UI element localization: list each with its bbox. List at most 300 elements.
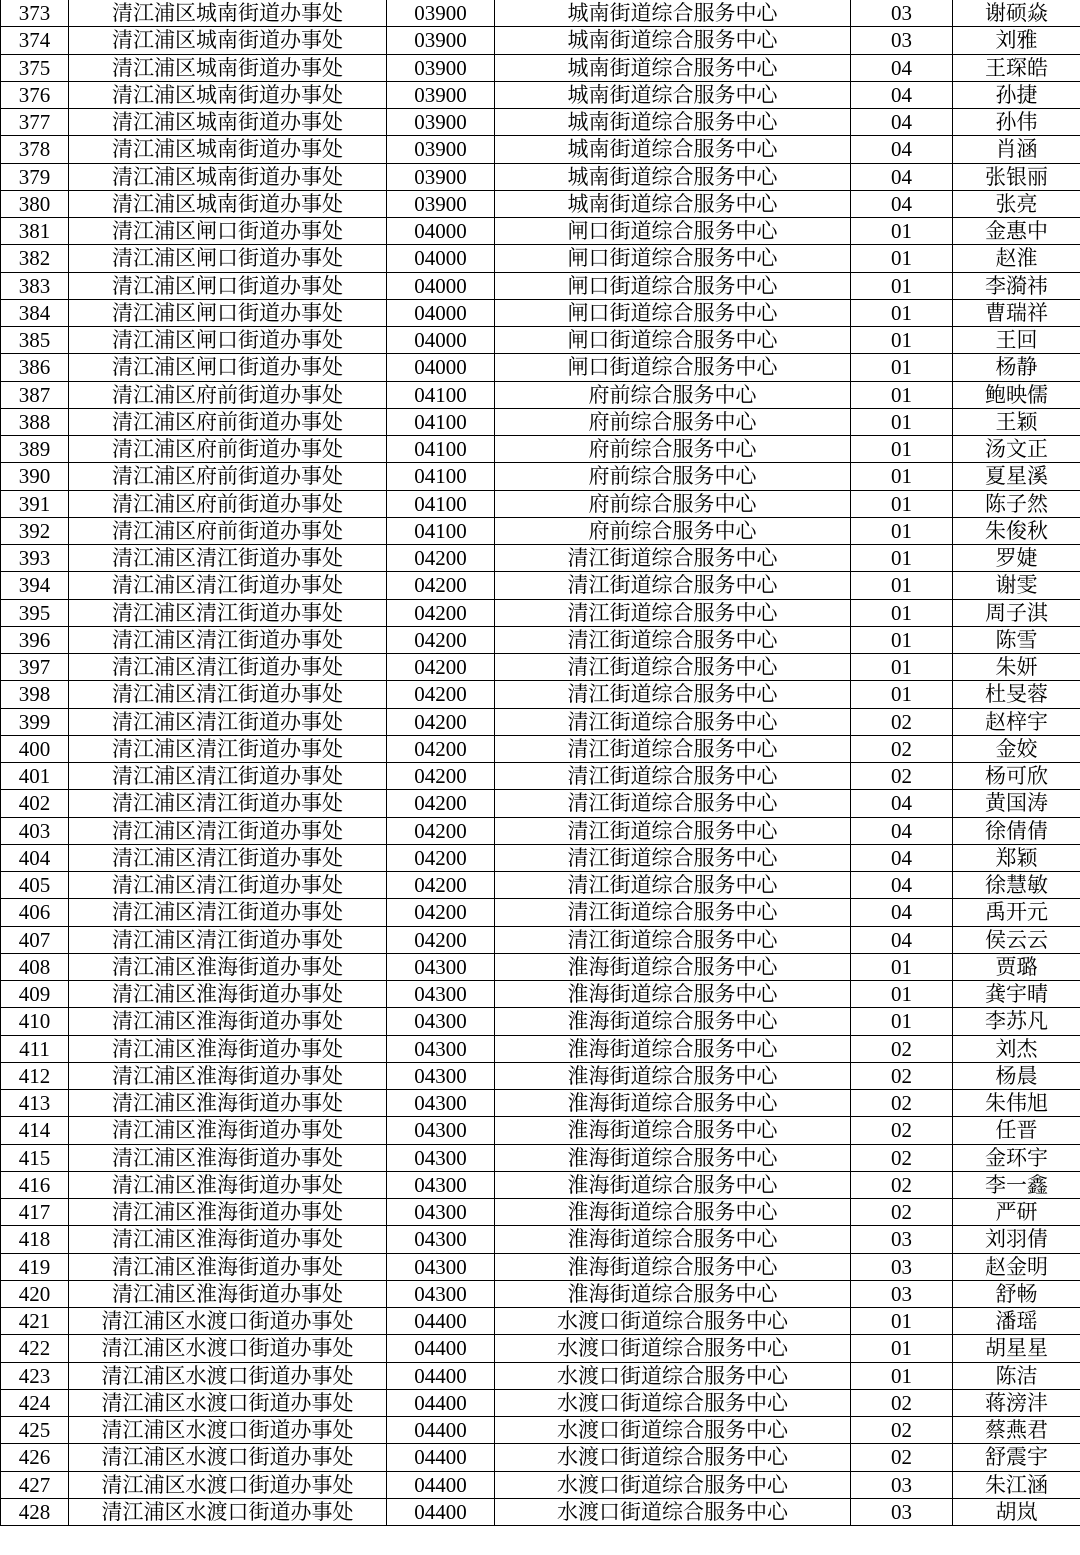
seq-number-cell: 390 xyxy=(1,463,69,490)
seq-number-cell: 423 xyxy=(1,1362,69,1389)
table-row xyxy=(1,490,1080,517)
seq-number-cell: 395 xyxy=(1,599,69,626)
post-code-cell: 01 xyxy=(851,272,953,299)
seq-number-cell: 380 xyxy=(1,190,69,217)
unit-name-cell: 清江浦区水渡口街道办事处 xyxy=(69,1498,387,1525)
person-name-cell: 杨静 xyxy=(953,354,1080,381)
post-code-cell: 02 xyxy=(851,1090,953,1117)
unit-code-cell: 04300 xyxy=(387,1253,495,1280)
unit-name-cell: 清江浦区淮海街道办事处 xyxy=(69,1117,387,1144)
post-code-cell: 02 xyxy=(851,1062,953,1089)
seq-number-cell: 387 xyxy=(1,381,69,408)
seq-number-cell: 425 xyxy=(1,1417,69,1444)
post-code-cell: 01 xyxy=(851,953,953,980)
person-name-cell: 赵淮 xyxy=(953,245,1080,272)
post-code-cell: 02 xyxy=(851,1171,953,1198)
department-cell: 府前综合服务中心 xyxy=(495,517,851,544)
unit-name-cell: 清江浦区城南街道办事处 xyxy=(69,54,387,81)
post-code-cell: 01 xyxy=(851,408,953,435)
post-code-cell: 02 xyxy=(851,735,953,762)
unit-name-cell: 清江浦区闸口街道办事处 xyxy=(69,354,387,381)
seq-number-cell: 391 xyxy=(1,490,69,517)
seq-number-cell: 373 xyxy=(1,0,69,27)
unit-code-cell: 04300 xyxy=(387,1280,495,1307)
post-code-cell: 01 xyxy=(851,626,953,653)
person-name-cell: 徐倩倩 xyxy=(953,817,1080,844)
post-code-cell: 02 xyxy=(851,708,953,735)
department-cell: 清江街道综合服务中心 xyxy=(495,872,851,899)
table-row xyxy=(1,408,1080,435)
table-row xyxy=(1,953,1080,980)
department-cell: 淮海街道综合服务中心 xyxy=(495,981,851,1008)
unit-code-cell: 04100 xyxy=(387,463,495,490)
post-code-cell: 01 xyxy=(851,299,953,326)
department-cell: 闸口街道综合服务中心 xyxy=(495,299,851,326)
seq-number-cell: 411 xyxy=(1,1035,69,1062)
person-name-cell: 刘雅 xyxy=(953,27,1080,54)
department-cell: 闸口街道综合服务中心 xyxy=(495,218,851,245)
table-row xyxy=(1,436,1080,463)
person-name-cell: 朱江涵 xyxy=(953,1471,1080,1498)
unit-code-cell: 04200 xyxy=(387,572,495,599)
post-code-cell: 01 xyxy=(851,1335,953,1362)
unit-name-cell: 清江浦区府前街道办事处 xyxy=(69,436,387,463)
person-name-cell: 朱妍 xyxy=(953,654,1080,681)
unit-code-cell: 04200 xyxy=(387,899,495,926)
department-cell: 淮海街道综合服务中心 xyxy=(495,1117,851,1144)
person-name-cell: 黄国涛 xyxy=(953,790,1080,817)
post-code-cell: 03 xyxy=(851,1226,953,1253)
person-name-cell: 杨晨 xyxy=(953,1062,1080,1089)
department-cell: 淮海街道综合服务中心 xyxy=(495,1253,851,1280)
person-name-cell: 胡岚 xyxy=(953,1498,1080,1525)
post-code-cell: 01 xyxy=(851,517,953,544)
seq-number-cell: 426 xyxy=(1,1444,69,1471)
seq-number-cell: 409 xyxy=(1,981,69,1008)
person-name-cell: 王颖 xyxy=(953,408,1080,435)
post-code-cell: 01 xyxy=(851,436,953,463)
table-row xyxy=(1,1362,1080,1389)
unit-code-cell: 04300 xyxy=(387,1035,495,1062)
person-name-cell: 刘羽倩 xyxy=(953,1226,1080,1253)
seq-number-cell: 375 xyxy=(1,54,69,81)
table-row xyxy=(1,81,1080,108)
seq-number-cell: 376 xyxy=(1,81,69,108)
person-name-cell: 谢雯 xyxy=(953,572,1080,599)
department-cell: 清江街道综合服务中心 xyxy=(495,926,851,953)
department-cell: 淮海街道综合服务中心 xyxy=(495,1035,851,1062)
seq-number-cell: 392 xyxy=(1,517,69,544)
unit-code-cell: 04300 xyxy=(387,1144,495,1171)
department-cell: 清江街道综合服务中心 xyxy=(495,599,851,626)
person-name-cell: 谢硕焱 xyxy=(953,0,1080,27)
unit-code-cell: 03900 xyxy=(387,136,495,163)
table-row xyxy=(1,163,1080,190)
person-name-cell: 赵梓宇 xyxy=(953,708,1080,735)
department-cell: 水渡口街道综合服务中心 xyxy=(495,1417,851,1444)
unit-name-cell: 清江浦区闸口街道办事处 xyxy=(69,299,387,326)
post-code-cell: 04 xyxy=(851,844,953,871)
table-row xyxy=(1,1199,1080,1226)
unit-code-cell: 04200 xyxy=(387,545,495,572)
post-code-cell: 01 xyxy=(851,245,953,272)
post-code-cell: 04 xyxy=(851,817,953,844)
table-row xyxy=(1,517,1080,544)
department-cell: 城南街道综合服务中心 xyxy=(495,163,851,190)
unit-name-cell: 清江浦区淮海街道办事处 xyxy=(69,1226,387,1253)
person-name-cell: 徐慧敏 xyxy=(953,872,1080,899)
unit-code-cell: 04000 xyxy=(387,299,495,326)
unit-code-cell: 04400 xyxy=(387,1471,495,1498)
unit-name-cell: 清江浦区淮海街道办事处 xyxy=(69,1171,387,1198)
unit-code-cell: 04400 xyxy=(387,1389,495,1416)
unit-name-cell: 清江浦区闸口街道办事处 xyxy=(69,272,387,299)
person-name-cell: 杨可欣 xyxy=(953,763,1080,790)
unit-name-cell: 清江浦区淮海街道办事处 xyxy=(69,1253,387,1280)
unit-code-cell: 04100 xyxy=(387,436,495,463)
unit-code-cell: 04200 xyxy=(387,708,495,735)
seq-number-cell: 377 xyxy=(1,109,69,136)
unit-name-cell: 清江浦区城南街道办事处 xyxy=(69,109,387,136)
seq-number-cell: 400 xyxy=(1,735,69,762)
post-code-cell: 03 xyxy=(851,0,953,27)
department-cell: 清江街道综合服务中心 xyxy=(495,545,851,572)
table-row xyxy=(1,844,1080,871)
unit-name-cell: 清江浦区城南街道办事处 xyxy=(69,27,387,54)
unit-code-cell: 04100 xyxy=(387,408,495,435)
seq-number-cell: 385 xyxy=(1,327,69,354)
department-cell: 城南街道综合服务中心 xyxy=(495,0,851,27)
unit-code-cell: 04400 xyxy=(387,1498,495,1525)
seq-number-cell: 406 xyxy=(1,899,69,926)
table-row xyxy=(1,1144,1080,1171)
person-name-cell: 汤文正 xyxy=(953,436,1080,463)
seq-number-cell: 417 xyxy=(1,1199,69,1226)
unit-name-cell: 清江浦区清江街道办事处 xyxy=(69,626,387,653)
table-row xyxy=(1,872,1080,899)
unit-code-cell: 04200 xyxy=(387,626,495,653)
post-code-cell: 01 xyxy=(851,1008,953,1035)
person-name-cell: 任晋 xyxy=(953,1117,1080,1144)
unit-code-cell: 04100 xyxy=(387,517,495,544)
seq-number-cell: 398 xyxy=(1,681,69,708)
person-name-cell: 王回 xyxy=(953,327,1080,354)
department-cell: 城南街道综合服务中心 xyxy=(495,81,851,108)
seq-number-cell: 399 xyxy=(1,708,69,735)
seq-number-cell: 397 xyxy=(1,654,69,681)
post-code-cell: 02 xyxy=(851,1389,953,1416)
seq-number-cell: 407 xyxy=(1,926,69,953)
unit-code-cell: 04400 xyxy=(387,1335,495,1362)
seq-number-cell: 374 xyxy=(1,27,69,54)
unit-name-cell: 清江浦区淮海街道办事处 xyxy=(69,981,387,1008)
unit-name-cell: 清江浦区水渡口街道办事处 xyxy=(69,1362,387,1389)
seq-number-cell: 378 xyxy=(1,136,69,163)
person-name-cell: 金惠中 xyxy=(953,218,1080,245)
department-cell: 清江街道综合服务中心 xyxy=(495,681,851,708)
post-code-cell: 01 xyxy=(851,572,953,599)
unit-code-cell: 04000 xyxy=(387,218,495,245)
person-name-cell: 赵金明 xyxy=(953,1253,1080,1280)
department-cell: 闸口街道综合服务中心 xyxy=(495,354,851,381)
post-code-cell: 04 xyxy=(851,190,953,217)
unit-code-cell: 04000 xyxy=(387,272,495,299)
table-row xyxy=(1,926,1080,953)
post-code-cell: 01 xyxy=(851,463,953,490)
unit-code-cell: 04200 xyxy=(387,763,495,790)
seq-number-cell: 402 xyxy=(1,790,69,817)
department-cell: 府前综合服务中心 xyxy=(495,408,851,435)
unit-name-cell: 清江浦区淮海街道办事处 xyxy=(69,1199,387,1226)
table-row xyxy=(1,0,1080,27)
department-cell: 清江街道综合服务中心 xyxy=(495,735,851,762)
unit-name-cell: 清江浦区淮海街道办事处 xyxy=(69,1035,387,1062)
unit-code-cell: 04100 xyxy=(387,490,495,517)
person-name-cell: 严研 xyxy=(953,1199,1080,1226)
department-cell: 府前综合服务中心 xyxy=(495,463,851,490)
unit-code-cell: 04200 xyxy=(387,790,495,817)
unit-name-cell: 清江浦区水渡口街道办事处 xyxy=(69,1389,387,1416)
table-row xyxy=(1,1062,1080,1089)
unit-name-cell: 清江浦区闸口街道办事处 xyxy=(69,218,387,245)
department-cell: 城南街道综合服务中心 xyxy=(495,136,851,163)
seq-number-cell: 389 xyxy=(1,436,69,463)
table-row xyxy=(1,735,1080,762)
unit-name-cell: 清江浦区水渡口街道办事处 xyxy=(69,1417,387,1444)
department-cell: 闸口街道综合服务中心 xyxy=(495,245,851,272)
department-cell: 闸口街道综合服务中心 xyxy=(495,327,851,354)
unit-name-cell: 清江浦区府前街道办事处 xyxy=(69,381,387,408)
post-code-cell: 02 xyxy=(851,1035,953,1062)
table-row xyxy=(1,381,1080,408)
table-row xyxy=(1,981,1080,1008)
person-name-cell: 鲍映儒 xyxy=(953,381,1080,408)
unit-code-cell: 03900 xyxy=(387,27,495,54)
unit-code-cell: 04300 xyxy=(387,1008,495,1035)
seq-number-cell: 427 xyxy=(1,1471,69,1498)
unit-name-cell: 清江浦区清江街道办事处 xyxy=(69,654,387,681)
department-cell: 闸口街道综合服务中心 xyxy=(495,272,851,299)
unit-name-cell: 清江浦区府前街道办事处 xyxy=(69,463,387,490)
unit-name-cell: 清江浦区城南街道办事处 xyxy=(69,190,387,217)
post-code-cell: 01 xyxy=(851,218,953,245)
unit-name-cell: 清江浦区清江街道办事处 xyxy=(69,735,387,762)
person-name-cell: 陈雪 xyxy=(953,626,1080,653)
table-row xyxy=(1,899,1080,926)
table-row xyxy=(1,54,1080,81)
unit-name-cell: 清江浦区城南街道办事处 xyxy=(69,163,387,190)
department-cell: 淮海街道综合服务中心 xyxy=(495,953,851,980)
person-name-cell: 舒畅 xyxy=(953,1280,1080,1307)
unit-name-cell: 清江浦区清江街道办事处 xyxy=(69,681,387,708)
table-row xyxy=(1,245,1080,272)
seq-number-cell: 403 xyxy=(1,817,69,844)
table-row xyxy=(1,654,1080,681)
table-row xyxy=(1,708,1080,735)
unit-code-cell: 03900 xyxy=(387,81,495,108)
seq-number-cell: 393 xyxy=(1,545,69,572)
table-row xyxy=(1,626,1080,653)
seq-number-cell: 413 xyxy=(1,1090,69,1117)
seq-number-cell: 422 xyxy=(1,1335,69,1362)
unit-code-cell: 04200 xyxy=(387,735,495,762)
department-cell: 城南街道综合服务中心 xyxy=(495,190,851,217)
person-name-cell: 罗婕 xyxy=(953,545,1080,572)
seq-number-cell: 418 xyxy=(1,1226,69,1253)
post-code-cell: 03 xyxy=(851,1280,953,1307)
unit-name-cell: 清江浦区淮海街道办事处 xyxy=(69,1062,387,1089)
unit-code-cell: 04000 xyxy=(387,245,495,272)
unit-name-cell: 清江浦区清江街道办事处 xyxy=(69,708,387,735)
table-row xyxy=(1,190,1080,217)
department-cell: 淮海街道综合服务中心 xyxy=(495,1090,851,1117)
person-name-cell: 蔡燕君 xyxy=(953,1417,1080,1444)
table-row xyxy=(1,1335,1080,1362)
seq-number-cell: 414 xyxy=(1,1117,69,1144)
unit-code-cell: 03900 xyxy=(387,190,495,217)
seq-number-cell: 421 xyxy=(1,1308,69,1335)
unit-code-cell: 04200 xyxy=(387,817,495,844)
department-cell: 清江街道综合服务中心 xyxy=(495,790,851,817)
seq-number-cell: 428 xyxy=(1,1498,69,1525)
seq-number-cell: 404 xyxy=(1,844,69,871)
unit-code-cell: 04000 xyxy=(387,354,495,381)
person-name-cell: 金姣 xyxy=(953,735,1080,762)
unit-code-cell: 04300 xyxy=(387,1171,495,1198)
person-name-cell: 李漪祎 xyxy=(953,272,1080,299)
table-row xyxy=(1,1117,1080,1144)
person-name-cell: 周子淇 xyxy=(953,599,1080,626)
unit-name-cell: 清江浦区水渡口街道办事处 xyxy=(69,1471,387,1498)
post-code-cell: 02 xyxy=(851,1199,953,1226)
person-name-cell: 金环宇 xyxy=(953,1144,1080,1171)
table-row xyxy=(1,1090,1080,1117)
post-code-cell: 01 xyxy=(851,599,953,626)
unit-code-cell: 03900 xyxy=(387,163,495,190)
unit-code-cell: 03900 xyxy=(387,109,495,136)
post-code-cell: 01 xyxy=(851,981,953,1008)
table-row xyxy=(1,545,1080,572)
unit-name-cell: 清江浦区淮海街道办事处 xyxy=(69,953,387,980)
table-row xyxy=(1,599,1080,626)
seq-number-cell: 412 xyxy=(1,1062,69,1089)
post-code-cell: 04 xyxy=(851,899,953,926)
table-row xyxy=(1,299,1080,326)
unit-name-cell: 清江浦区淮海街道办事处 xyxy=(69,1090,387,1117)
post-code-cell: 01 xyxy=(851,1362,953,1389)
unit-code-cell: 04300 xyxy=(387,1062,495,1089)
unit-code-cell: 04000 xyxy=(387,327,495,354)
seq-number-cell: 424 xyxy=(1,1389,69,1416)
post-code-cell: 02 xyxy=(851,1144,953,1171)
seq-number-cell: 382 xyxy=(1,245,69,272)
post-code-cell: 04 xyxy=(851,790,953,817)
person-name-cell: 刘杰 xyxy=(953,1035,1080,1062)
post-code-cell: 01 xyxy=(851,654,953,681)
unit-code-cell: 04200 xyxy=(387,844,495,871)
table-row xyxy=(1,790,1080,817)
table-row xyxy=(1,1171,1080,1198)
unit-name-cell: 清江浦区闸口街道办事处 xyxy=(69,327,387,354)
unit-name-cell: 清江浦区水渡口街道办事处 xyxy=(69,1308,387,1335)
post-code-cell: 04 xyxy=(851,54,953,81)
post-code-cell: 03 xyxy=(851,27,953,54)
post-code-cell: 01 xyxy=(851,681,953,708)
unit-name-cell: 清江浦区清江街道办事处 xyxy=(69,872,387,899)
table-row xyxy=(1,1498,1080,1525)
department-cell: 淮海街道综合服务中心 xyxy=(495,1008,851,1035)
seq-number-cell: 386 xyxy=(1,354,69,381)
unit-name-cell: 清江浦区淮海街道办事处 xyxy=(69,1144,387,1171)
person-name-cell: 张亮 xyxy=(953,190,1080,217)
post-code-cell: 03 xyxy=(851,1498,953,1525)
unit-code-cell: 04300 xyxy=(387,953,495,980)
department-cell: 清江街道综合服务中心 xyxy=(495,817,851,844)
person-name-cell: 曹瑞祥 xyxy=(953,299,1080,326)
post-code-cell: 01 xyxy=(851,490,953,517)
table-row xyxy=(1,763,1080,790)
person-name-cell: 朱伟旭 xyxy=(953,1090,1080,1117)
person-name-cell: 舒震宇 xyxy=(953,1444,1080,1471)
table-row xyxy=(1,136,1080,163)
table-row xyxy=(1,1280,1080,1307)
seq-number-cell: 405 xyxy=(1,872,69,899)
table-row xyxy=(1,109,1080,136)
seq-number-cell: 408 xyxy=(1,953,69,980)
department-cell: 城南街道综合服务中心 xyxy=(495,109,851,136)
department-cell: 水渡口街道综合服务中心 xyxy=(495,1362,851,1389)
department-cell: 淮海街道综合服务中心 xyxy=(495,1171,851,1198)
department-cell: 府前综合服务中心 xyxy=(495,490,851,517)
unit-name-cell: 清江浦区淮海街道办事处 xyxy=(69,1008,387,1035)
seq-number-cell: 401 xyxy=(1,763,69,790)
table-row xyxy=(1,327,1080,354)
unit-name-cell: 清江浦区府前街道办事处 xyxy=(69,517,387,544)
table-row xyxy=(1,1008,1080,1035)
unit-code-cell: 04300 xyxy=(387,1199,495,1226)
unit-code-cell: 04200 xyxy=(387,599,495,626)
seq-number-cell: 396 xyxy=(1,626,69,653)
person-name-cell: 龚宇晴 xyxy=(953,981,1080,1008)
person-name-cell: 蒋滂沣 xyxy=(953,1389,1080,1416)
unit-name-cell: 清江浦区清江街道办事处 xyxy=(69,899,387,926)
table-row xyxy=(1,1308,1080,1335)
person-name-cell: 陈洁 xyxy=(953,1362,1080,1389)
post-code-cell: 02 xyxy=(851,1117,953,1144)
unit-name-cell: 清江浦区闸口街道办事处 xyxy=(69,245,387,272)
person-name-cell: 肖涵 xyxy=(953,136,1080,163)
unit-name-cell: 清江浦区清江街道办事处 xyxy=(69,572,387,599)
department-cell: 水渡口街道综合服务中心 xyxy=(495,1444,851,1471)
table-row xyxy=(1,27,1080,54)
seq-number-cell: 379 xyxy=(1,163,69,190)
post-code-cell: 04 xyxy=(851,81,953,108)
unit-name-cell: 清江浦区水渡口街道办事处 xyxy=(69,1444,387,1471)
department-cell: 水渡口街道综合服务中心 xyxy=(495,1471,851,1498)
unit-code-cell: 03900 xyxy=(387,54,495,81)
seq-number-cell: 394 xyxy=(1,572,69,599)
table-row xyxy=(1,1253,1080,1280)
person-name-cell: 侯云云 xyxy=(953,926,1080,953)
seq-number-cell: 381 xyxy=(1,218,69,245)
person-name-cell: 张银丽 xyxy=(953,163,1080,190)
post-code-cell: 03 xyxy=(851,1471,953,1498)
table-row xyxy=(1,1035,1080,1062)
unit-code-cell: 04200 xyxy=(387,681,495,708)
post-code-cell: 01 xyxy=(851,545,953,572)
unit-code-cell: 04400 xyxy=(387,1417,495,1444)
table-row xyxy=(1,1444,1080,1471)
